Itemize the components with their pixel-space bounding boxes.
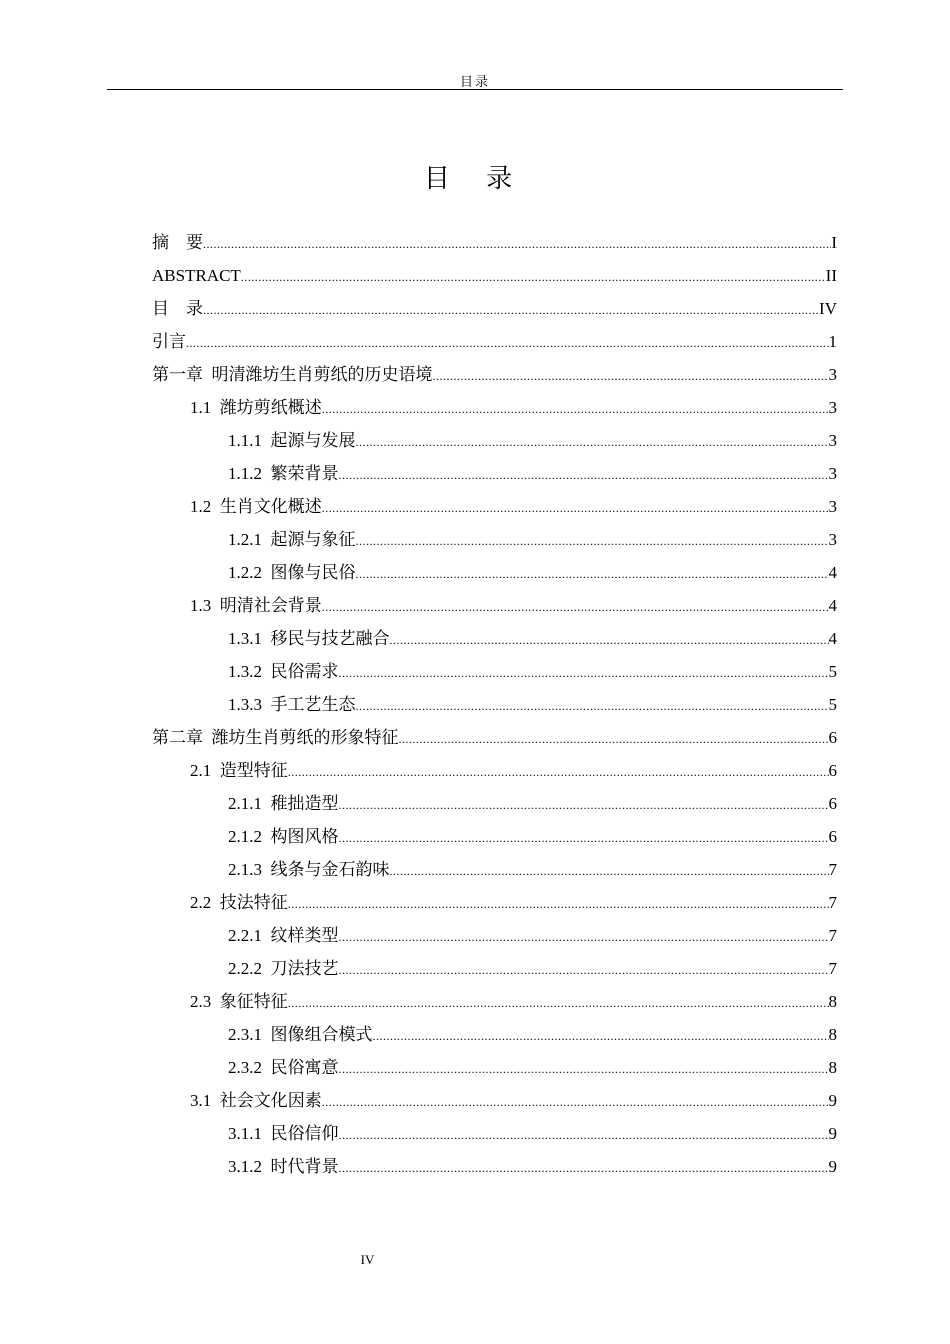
toc-entry-page: 1	[828, 332, 837, 351]
toc-entry[interactable]	[152, 1051, 837, 1084]
toc-entry[interactable]	[152, 1150, 837, 1183]
toc-entry[interactable]	[152, 325, 837, 358]
toc-entry[interactable]	[152, 1084, 837, 1117]
toc-entry-page: 4	[828, 563, 837, 582]
toc-entry-label: 2.3 象征特征	[190, 992, 288, 1011]
toc-leader-dots	[339, 822, 829, 855]
toc-entry[interactable]	[152, 853, 837, 886]
toc-entry-label: 1.3.2 民俗需求	[228, 662, 339, 681]
toc-entry-label: 3.1.2 时代背景	[228, 1157, 339, 1176]
toc-entry-page: 9	[828, 1157, 837, 1176]
toc-entry-label: 1.2 生肖文化概述	[190, 497, 322, 516]
toc-entry-page: 9	[828, 1091, 837, 1110]
toc-entry-page: 6	[828, 728, 837, 747]
toc-entry-page: 9	[828, 1124, 837, 1143]
toc-entry[interactable]	[152, 820, 837, 853]
running-header: 目录	[459, 74, 490, 89]
toc-entry[interactable]	[152, 424, 837, 457]
toc-leader-dots	[373, 1020, 829, 1053]
toc-entry[interactable]	[152, 721, 837, 754]
toc-leader-dots	[356, 426, 829, 459]
toc-leader-dots	[339, 921, 829, 954]
page-number: IV	[360, 1252, 375, 1267]
toc-leader-dots	[288, 888, 829, 921]
toc-leader-dots	[339, 657, 829, 690]
toc-entry-label: 1.3 明清社会背景	[190, 596, 322, 615]
toc-leader-dots	[433, 360, 829, 393]
toc-entry-page: I	[831, 233, 837, 252]
toc-entry[interactable]	[152, 589, 837, 622]
toc-entry-page: 3	[828, 464, 837, 483]
toc-entry-page: 6	[828, 794, 837, 813]
toc-leader-dots	[339, 954, 829, 987]
toc-entry[interactable]	[152, 985, 837, 1018]
toc-leader-dots	[288, 756, 829, 789]
toc-entry-label: 1.1.1 起源与发展	[228, 431, 356, 450]
toc-entry[interactable]	[152, 490, 837, 523]
toc-entry[interactable]	[152, 886, 837, 919]
toc-leader-dots	[339, 1053, 829, 1086]
toc-entry[interactable]	[152, 1018, 837, 1051]
toc-entry-label: 引言	[152, 332, 186, 351]
toc-entry-label: 3.1.1 民俗信仰	[228, 1124, 339, 1143]
toc-leader-dots	[241, 261, 826, 294]
table-of-contents	[152, 226, 837, 1183]
toc-leader-dots	[339, 789, 829, 822]
toc-leader-dots	[390, 624, 829, 657]
toc-entry-label: 1.2.1 起源与象征	[228, 530, 356, 549]
toc-entry-page: 5	[828, 662, 837, 681]
toc-leader-dots	[322, 492, 829, 525]
toc-entry-label: 1.2.2 图像与民俗	[228, 563, 356, 582]
toc-leader-dots	[186, 327, 829, 360]
toc-entry-label: ABSTRACT	[152, 266, 241, 285]
toc-leader-dots	[339, 1152, 829, 1185]
toc-entry[interactable]	[152, 292, 837, 325]
toc-entry[interactable]	[152, 919, 837, 952]
toc-leader-dots	[399, 723, 829, 756]
toc-entry-label: 2.1.2 构图风格	[228, 827, 339, 846]
toc-entry-label: 2.1.1 稚拙造型	[228, 794, 339, 813]
toc-leader-dots	[356, 690, 829, 723]
toc-entry-label: 2.3.2 民俗寓意	[228, 1058, 339, 1077]
toc-entry-label: 1.1.2 繁荣背景	[228, 464, 339, 483]
toc-entry[interactable]	[152, 556, 837, 589]
toc-entry-label: 3.1 社会文化因素	[190, 1091, 322, 1110]
toc-leader-dots	[356, 558, 829, 591]
toc-entry-label: 2.2 技法特征	[190, 893, 288, 912]
toc-entry-label: 目 录	[152, 299, 203, 318]
toc-entry[interactable]	[152, 523, 837, 556]
toc-entry-label: 第二章 潍坊生肖剪纸的形象特征	[152, 728, 399, 747]
toc-entry-label: 2.2.2 刀法技艺	[228, 959, 339, 978]
toc-entry-label: 2.1 造型特征	[190, 761, 288, 780]
toc-entry-label: 第一章 明清潍坊生肖剪纸的历史语境	[152, 365, 433, 384]
toc-entry-page: 7	[828, 959, 837, 978]
toc-leader-dots	[322, 393, 829, 426]
toc-entry[interactable]	[152, 391, 837, 424]
toc-entry[interactable]	[152, 622, 837, 655]
toc-entry-page: 5	[828, 695, 837, 714]
toc-entry-page: II	[825, 266, 837, 285]
toc-entry-page: 4	[828, 596, 837, 615]
toc-entry[interactable]	[152, 952, 837, 985]
toc-entry[interactable]	[152, 754, 837, 787]
toc-leader-dots	[356, 525, 829, 558]
toc-entry-page: 8	[828, 992, 837, 1011]
toc-entry-page: 4	[828, 629, 837, 648]
toc-entry-label: 2.1.3 线条与金石韵味	[228, 860, 390, 879]
toc-entry-page: 3	[828, 431, 837, 450]
toc-entry-label: 2.2.1 纹样类型	[228, 926, 339, 945]
toc-entry-page: 7	[828, 926, 837, 945]
toc-leader-dots	[322, 1086, 829, 1119]
toc-entry[interactable]	[152, 457, 837, 490]
toc-entry[interactable]	[152, 259, 837, 292]
toc-entry[interactable]	[152, 358, 837, 391]
toc-entry[interactable]	[152, 655, 837, 688]
toc-leader-dots	[390, 855, 829, 888]
toc-leader-dots	[203, 228, 831, 261]
toc-leader-dots	[339, 1119, 829, 1152]
toc-leader-dots	[339, 459, 829, 492]
header-rule	[107, 89, 843, 90]
toc-entry-page: 8	[828, 1025, 837, 1044]
toc-entry-label: 2.3.1 图像组合模式	[228, 1025, 373, 1044]
toc-leader-dots	[288, 987, 829, 1020]
page-title: 目 录	[423, 164, 527, 194]
toc-entry[interactable]	[152, 688, 837, 721]
toc-entry-label: 1.3.1 移民与技艺融合	[228, 629, 390, 648]
toc-entry-page: 3	[828, 497, 837, 516]
toc-entry-page: 6	[828, 761, 837, 780]
toc-entry-page: 8	[828, 1058, 837, 1077]
toc-entry[interactable]	[152, 226, 837, 259]
toc-leader-dots	[322, 591, 829, 624]
toc-entry-page: 6	[828, 827, 837, 846]
toc-entry-label: 1.1 潍坊剪纸概述	[190, 398, 322, 417]
toc-entry-label: 摘 要	[152, 233, 203, 252]
toc-entry-page: 3	[828, 530, 837, 549]
toc-entry[interactable]	[152, 787, 837, 820]
toc-entry-page: 7	[828, 893, 837, 912]
toc-entry-page: 3	[828, 398, 837, 417]
toc-entry-page: 3	[828, 365, 837, 384]
toc-entry-page: 7	[828, 860, 837, 879]
toc-entry-page: IV	[819, 299, 837, 318]
toc-entry-label: 1.3.3 手工艺生态	[228, 695, 356, 714]
toc-entry[interactable]	[152, 1117, 837, 1150]
toc-leader-dots	[203, 294, 819, 327]
